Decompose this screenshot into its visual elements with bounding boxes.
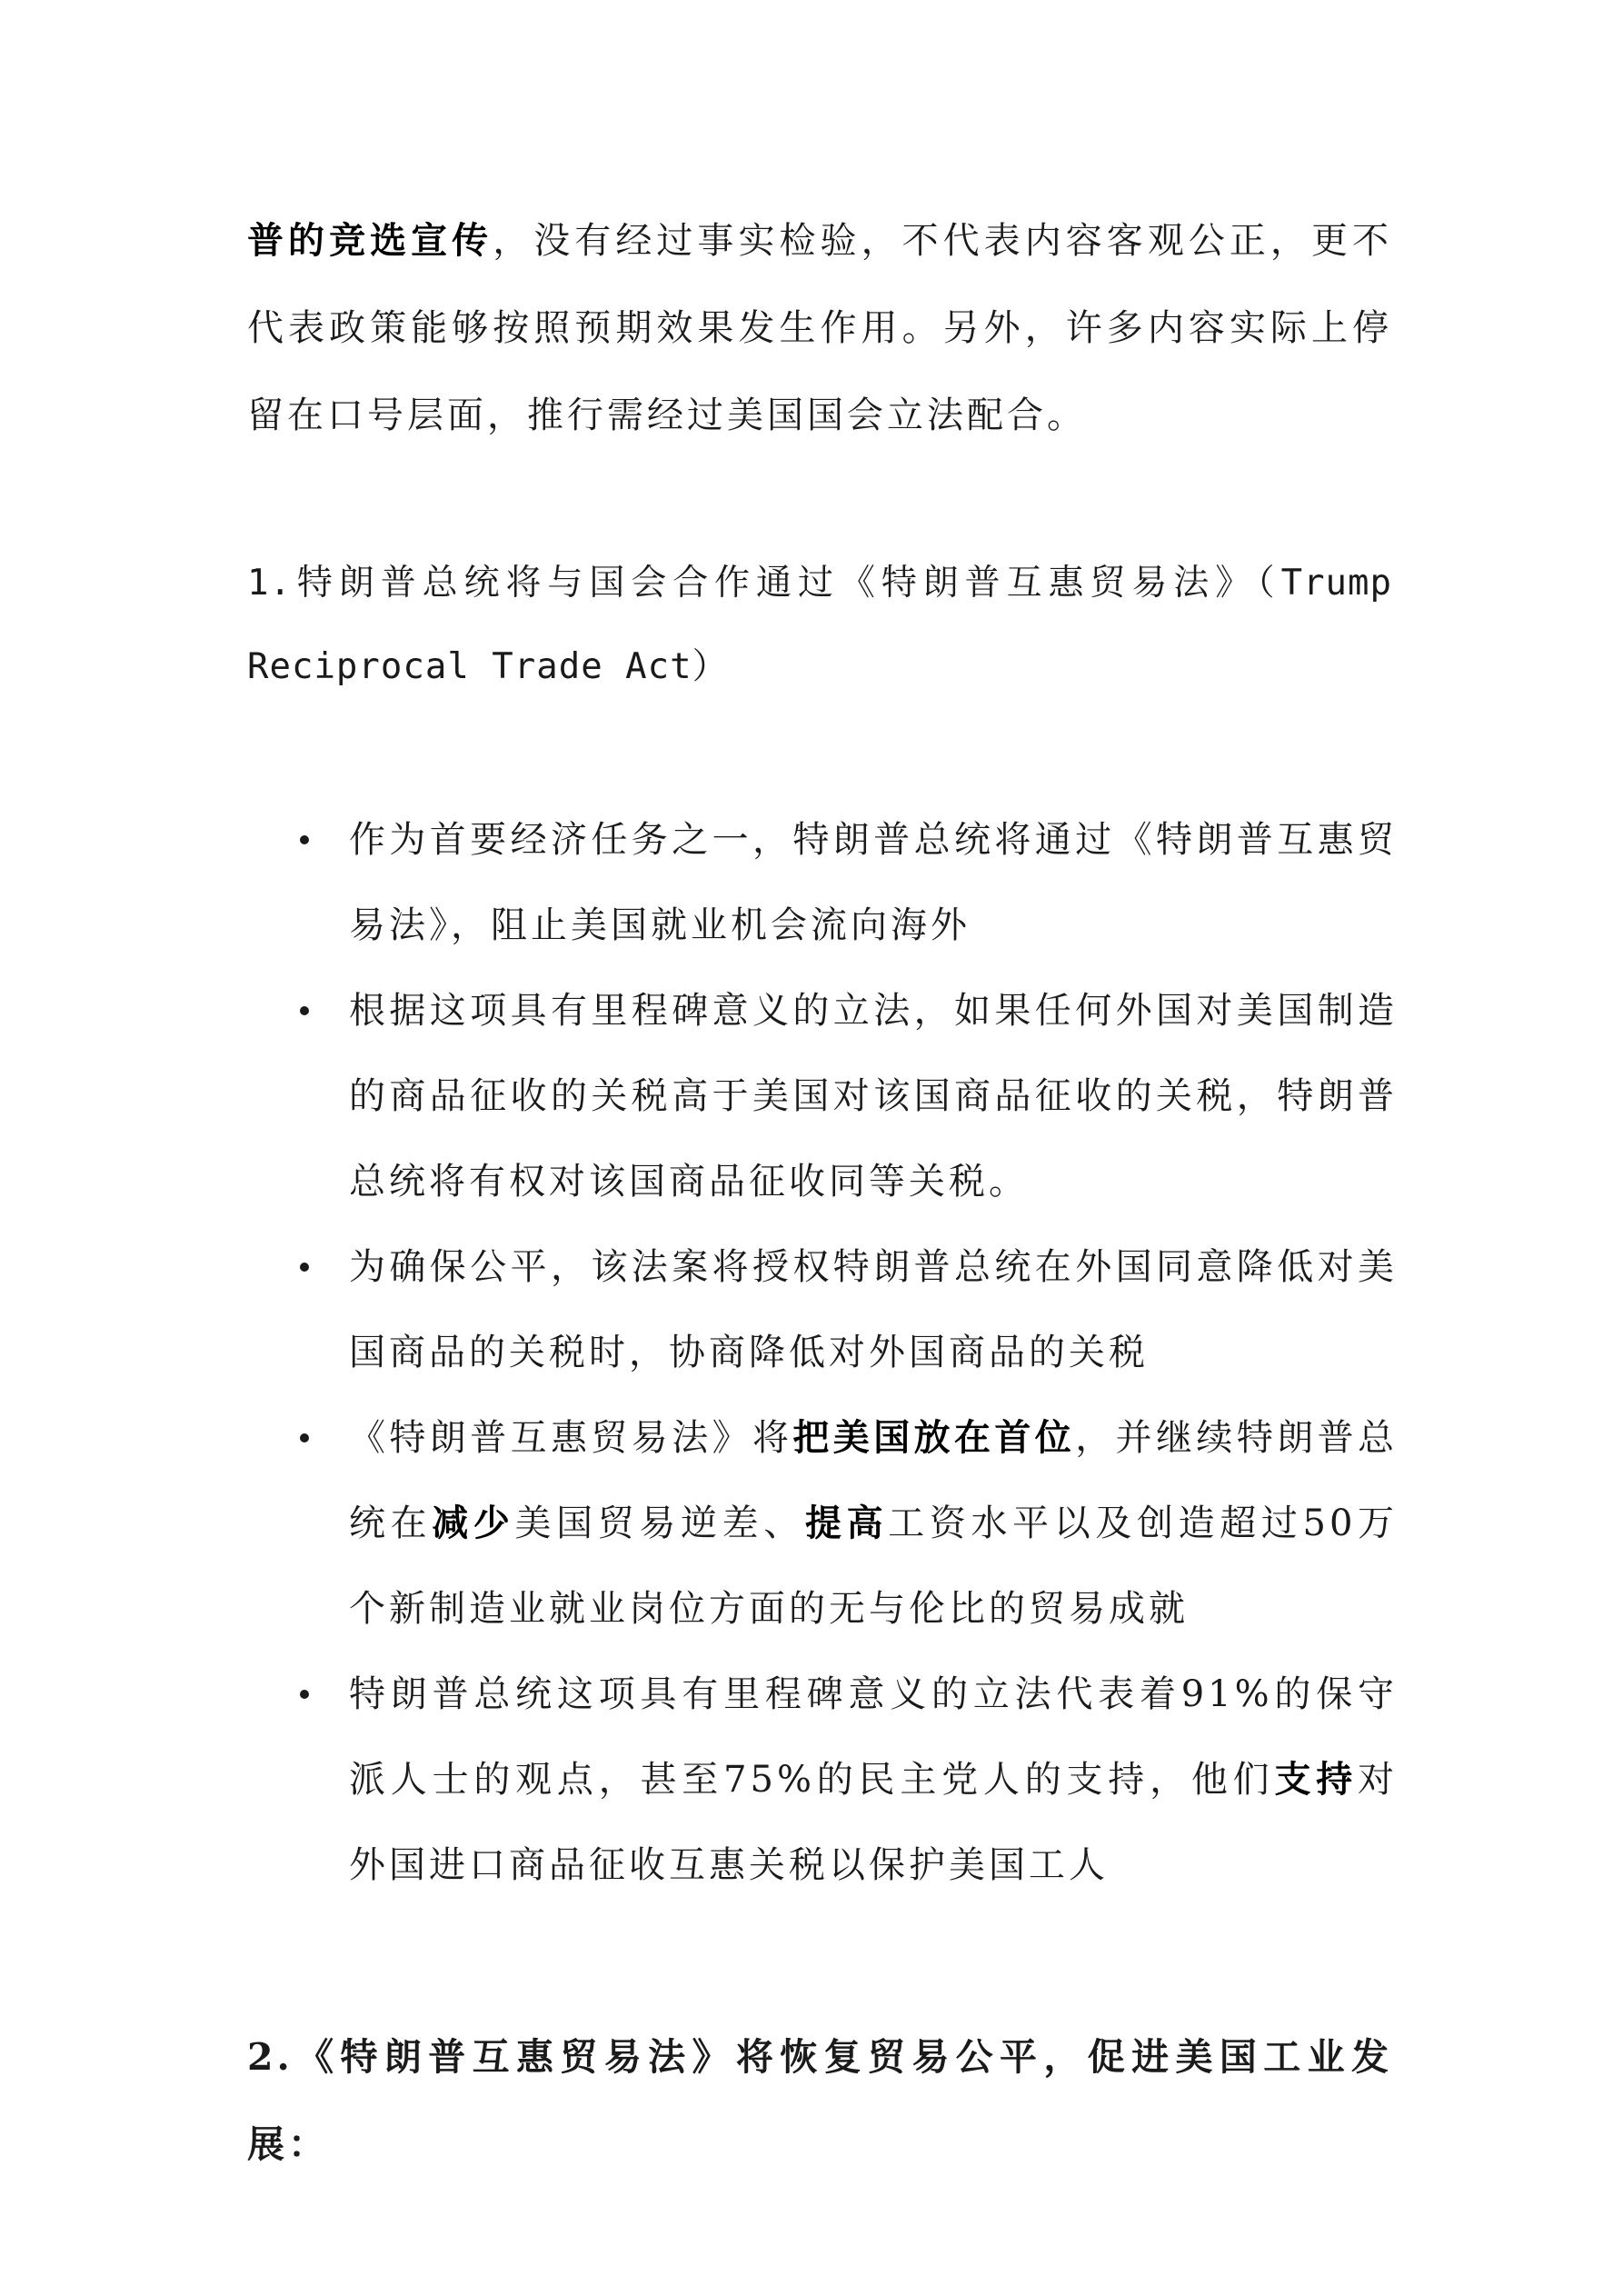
bullet-bold-text: 提高 — [804, 1502, 889, 1544]
list-item — [289, 1652, 1398, 1908]
bullet-text: 为确保公平，该法案将授权特朗普总统在外国同意降低对美国商品的关税时，协商降低对外国商品的关税 — [349, 1246, 1398, 1373]
bullet-text-part: ，并继续特朗普总统在 — [349, 1417, 1399, 1544]
bullet-dot-icon — [300, 1006, 309, 1015]
bullet-dot-icon — [300, 1433, 309, 1442]
bullet-dot-icon — [300, 1690, 309, 1699]
bullet-dot-icon — [300, 835, 309, 844]
bullet-bold-text: 支持 — [1274, 1758, 1359, 1801]
bullet-text-part: 美国贸易逆差、 — [514, 1502, 805, 1544]
bullet-text-part: 工资水平以及创造超过50万个新制造业就业岗位方面的无与伦比的贸易成就 — [349, 1502, 1399, 1630]
list-item — [289, 797, 1398, 968]
bullet-text-part: 特朗普总统这项具有里程碑意义的立法代表着91%的保守派人士的观点，甚至75%的民主党人的支持，他们 — [349, 1673, 1398, 1801]
bullet-text: 作为首要经济任务之一，特朗普总统将通过《特朗普互惠贸易法》，阻止美国就业机会流向海外 — [349, 819, 1398, 946]
list-item — [289, 968, 1398, 1224]
bullet-text-part: 对外国进口商品征收互惠关税以保护美国工人 — [349, 1759, 1399, 1886]
list-item — [289, 1395, 1398, 1652]
bullet-bold-text: 把美国放在首位 — [792, 1416, 1076, 1459]
bullet-dot-icon — [300, 1263, 309, 1272]
bullet-bold-text: 减少 — [432, 1502, 515, 1544]
bullet-list — [289, 797, 1398, 1908]
section-1-heading: 1.特朗普总统将与国会合作通过《特朗普互惠贸易法》（Trump Reciprocal Trade Act） — [247, 563, 1392, 687]
bullet-text-part: 《特朗普互惠贸易法》将 — [349, 1417, 793, 1459]
section-2-heading: 2.《特朗普互惠贸易法》将恢复贸易公平，促进美国工业发展： — [247, 2035, 1392, 2166]
intro-paragraph — [247, 197, 1392, 459]
bullet-text: 根据这项具有里程碑意义的立法，如果任何外国对美国制造的商品征收的关税高于美国对该国商品征收的关税，特朗普总统将有权对该国商品征收同等关税。 — [349, 990, 1398, 1203]
intro-text: ，没有经过事实检验，不代表内容客观公正，更不代表政策能够按照预期效果发生作用。另外，许多内容实际上停留在口号层面，推行需经过美国国会立法配合。 — [247, 220, 1393, 436]
intro-bold-lead: 普的竞选宣传 — [247, 219, 493, 262]
list-item — [289, 1224, 1398, 1395]
